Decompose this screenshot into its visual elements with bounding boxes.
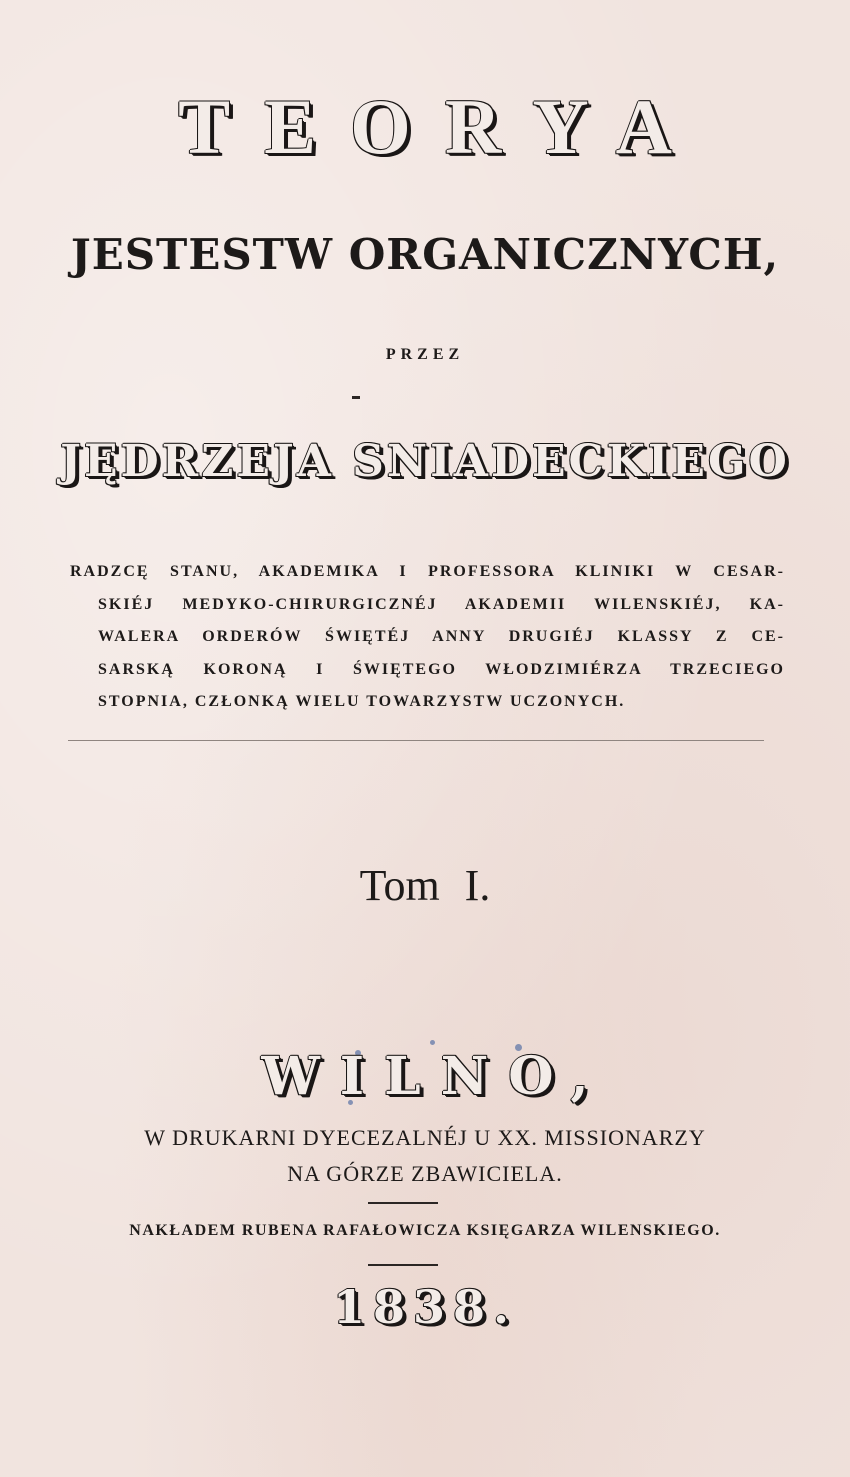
ink-stain [430,1040,435,1045]
description-line: RADZCĘ STANU, AKADEMIKA I PROFESSORA KLINIKI W CESAR- [70,563,785,580]
description-line: STOPNIA, CZŁONKĄ WIELU TOWARZYSTW UCZONYCH. [98,693,626,710]
printer-line-1: W DRUKARNI DYECEZALNÉJ U XX. MISSIONARZY [144,1125,706,1150]
author-name: JĘDRZEJA SNIADECKIEGO [60,436,790,487]
description-line: WALERA ORDERÓW ŚWIĘTÉJ ANNY DRUGIÉJ KLASSY Z CE- [98,628,785,645]
printer-line-2: NA GÓRZE ZBAWICIELA. [287,1161,563,1186]
description-line: SKIÉJ MEDYKO-CHIRURGICZNÉJ AKADEMII WILENSKIÉJ, KA- [98,595,785,613]
place-of-publication: WILNO, [261,1046,609,1107]
publisher-line: NAKŁADEM RUBENA RAFAŁOWICZA KSIĘGARZA WILENSKIEGO. [129,1222,721,1239]
book-title: TEORYA [178,83,706,170]
short-rule [368,1202,438,1204]
book-subtitle: JESTESTW ORGANICZNYCH, [70,230,780,279]
publication-year: 1838. [332,1280,518,1334]
small-dash [352,396,360,399]
divider-rule [68,740,764,741]
volume-label: Tom I. [359,861,491,910]
description-line: SARSKĄ KORONĄ I ŚWIĘTEGO WŁODZIMIÉRZA TRZECIEGO [98,660,785,678]
by-label: PRZEZ [385,346,465,363]
short-rule [368,1264,438,1266]
author-description [70,556,785,719]
